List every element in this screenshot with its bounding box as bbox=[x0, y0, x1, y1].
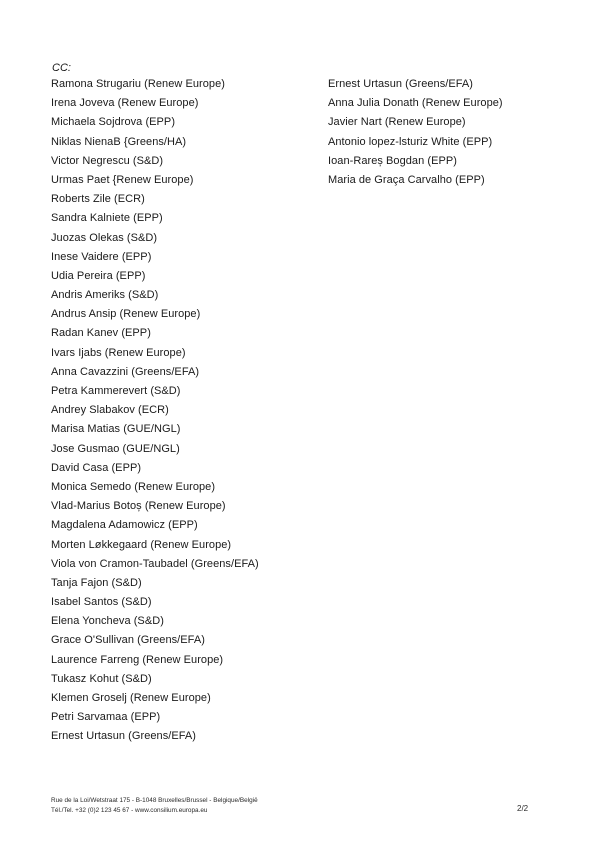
cc-recipient: Andrey Slabakov (ECR) bbox=[51, 404, 169, 417]
footer-contact: Tél./Tel. +32 (0)2 123 45 67 - www.consilium.europa.eu bbox=[51, 806, 208, 814]
cc-recipient: Inese Vaidere (EPP) bbox=[51, 250, 152, 263]
cc-recipient: Grace O'Sullivan (Greens/EFA) bbox=[51, 634, 205, 647]
cc-recipient: Victor Negrescu (S&D) bbox=[51, 154, 164, 167]
cc-recipient: Anna Julia Donath (Renew Europe) bbox=[328, 97, 503, 110]
cc-recipient: Viola von Cramon-Taubadel (Greens/EFA) bbox=[51, 557, 259, 570]
cc-recipient: Marisa Matias (GUE/NGL) bbox=[51, 423, 181, 436]
cc-recipient: Jose Gusmao (GUE/NGL) bbox=[51, 442, 180, 455]
cc-recipient: Klemen Groselj (Renew Europe) bbox=[51, 692, 211, 704]
cc-recipient: Juozas Olekas (S&D) bbox=[51, 231, 158, 244]
cc-recipient: David Casa (EPP) bbox=[51, 461, 142, 474]
cc-recipient: Morten Løkkegaard (Renew Europe) bbox=[51, 538, 232, 551]
cc-recipient: Javier Nart (Renew Europe) bbox=[328, 116, 466, 129]
cc-recipient: Irena Joveva (Renew Europe) bbox=[51, 97, 199, 110]
cc-recipient: Vlad-Marius Botoș (Renew Europe) bbox=[51, 500, 226, 513]
cc-recipient: Ernest Urtasun (Greens/EFA) bbox=[328, 78, 474, 90]
cc-recipient: Magdalena Adamowicz (EPP) bbox=[51, 519, 198, 532]
cc-recipient: Isabel Santos (S&D) bbox=[51, 596, 152, 609]
footer-address: Rue de la Loi/Wetstraat 175 - B-1048 Bruxelles/Brussel - Belgique/België bbox=[51, 797, 258, 804]
cc-list-right bbox=[328, 75, 503, 190]
cc-recipient: Monica Semedo (Renew Europe) bbox=[51, 480, 216, 493]
cc-recipient: Petri Sarvamaa (EPP) bbox=[51, 711, 161, 724]
cc-recipient: Michaela Sojdrova (EPP) bbox=[51, 116, 176, 129]
cc-recipient: Ioan-Rareș Bogdan (EPP) bbox=[328, 154, 457, 167]
cc-recipient: Radan Kanev (EPP) bbox=[51, 327, 151, 340]
cc-recipient: Ramona Strugariu (Renew Europe) bbox=[51, 78, 225, 90]
cc-recipient: Roberts Zile (ECR) bbox=[51, 193, 145, 206]
cc-recipient: Urmas Paet {Renew Europe) bbox=[51, 173, 194, 186]
cc-recipient: Andrus Ansip (Renew Europe) bbox=[51, 308, 201, 321]
cc-recipient: Ernest Urtasun (Greens/EFA) bbox=[51, 730, 197, 743]
cc-recipient: Ivars Ijabs (Renew Europe) bbox=[51, 346, 186, 359]
cc-recipient: Tukasz Kohut (S&D) bbox=[51, 672, 152, 685]
cc-recipient: Petra Kammerevert (S&D) bbox=[51, 385, 181, 397]
footer bbox=[51, 796, 258, 815]
page-number: 2/2 bbox=[517, 804, 529, 813]
cc-recipient: Elena Yoncheva (S&D) bbox=[51, 615, 164, 628]
cc-recipient: Maria de Graça Carvalho (EPP) bbox=[328, 173, 485, 186]
cc-label: CC: bbox=[52, 62, 71, 74]
cc-list-left bbox=[51, 75, 259, 747]
cc-recipient: Laurence Farreng (Renew Europe) bbox=[51, 653, 224, 666]
cc-recipient: Udia Pereira (EPP) bbox=[51, 269, 146, 282]
cc-recipient: Anna Cavazzini (Greens/EFA) bbox=[51, 365, 200, 378]
cc-recipient: Andris Ameriks (S&D) bbox=[51, 289, 159, 302]
cc-recipient: Niklas NienaB {Greens/HA) bbox=[51, 135, 187, 148]
cc-recipient: Antonio lopez-lsturiz White (EPP) bbox=[328, 135, 493, 148]
cc-recipient: Tanja Fajon (S&D) bbox=[51, 576, 142, 589]
cc-recipient: Sandra Kalniete (EPP) bbox=[51, 212, 163, 225]
